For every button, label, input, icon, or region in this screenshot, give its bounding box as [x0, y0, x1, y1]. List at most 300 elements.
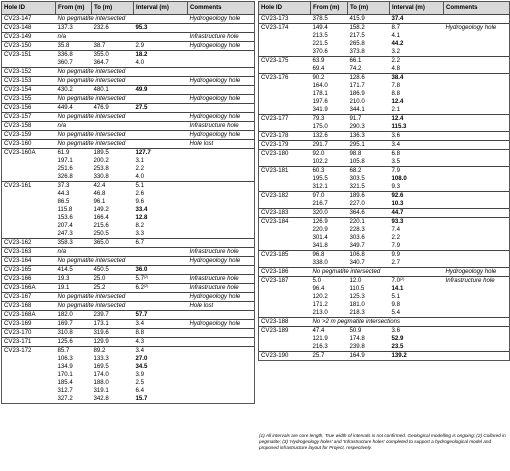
hole-id-cell: CV23-162: [2, 239, 56, 248]
table-row: [259, 57, 510, 66]
from-cell: 35.8: [56, 42, 92, 51]
interval-value: 52.9: [391, 335, 404, 342]
interval-value: 115.3: [391, 123, 407, 130]
interval-cell: [390, 343, 444, 352]
interval-value: 6.7: [135, 239, 144, 246]
interval-value: 8.8: [391, 90, 400, 97]
interval-cell: [390, 218, 444, 227]
from-cell: 61.9: [56, 149, 92, 158]
comment-cell: [444, 150, 510, 159]
comment-cell: [444, 309, 510, 318]
from-cell: 312.7: [57, 387, 73, 394]
interval-value: 4.3: [135, 338, 144, 345]
hole-id-cell: [2, 379, 56, 387]
to-cell: 50.9: [348, 327, 390, 336]
from-cell: 197.1: [57, 157, 73, 164]
table-row: [2, 347, 255, 356]
comment-cell: [444, 57, 510, 66]
hole-id-cell: CV23-156: [2, 104, 56, 113]
interval-value: 5.1: [391, 293, 400, 300]
to-cell: 173.1: [92, 320, 134, 329]
table-row: [2, 198, 255, 206]
no-intersection-note: No pegmatite intersected: [56, 131, 188, 140]
table-header-row: [259, 2, 510, 15]
comment-cell: [444, 234, 510, 242]
interval-value: 3.9: [135, 371, 144, 378]
interval-value: 3.1: [135, 157, 144, 164]
comment-cell: [188, 206, 255, 214]
interval-value: 7.8: [391, 82, 400, 89]
interval-cell: [390, 293, 444, 301]
hole-id-cell: [259, 200, 311, 209]
from-cell: 134.9: [57, 363, 73, 370]
interval-cell: [390, 183, 444, 192]
interval-cell: [134, 206, 188, 214]
interval-value: 139.2: [391, 352, 407, 359]
table-row: [259, 183, 510, 192]
from-cell: 197.6: [312, 98, 328, 105]
comment-cell: [188, 104, 255, 113]
from-cell: 171.2: [312, 301, 328, 308]
interval-value: 7.0: [391, 277, 400, 284]
comment-cell: [444, 251, 510, 260]
from-cell: 90.2: [311, 74, 348, 83]
interval-value: 8.7: [391, 24, 400, 31]
comment-cell: [188, 198, 255, 206]
comment-cell: [444, 65, 510, 74]
from-cell: 341.9: [312, 106, 328, 113]
comment-cell: Hydrogeology hole: [188, 77, 255, 86]
no-intersection-note: No pegmatite intersected: [56, 302, 188, 311]
from-cell: 178.1: [312, 90, 328, 97]
table-body-left: [2, 15, 255, 404]
interval-value: 3.2: [391, 48, 400, 55]
interval-value: 3.5: [391, 158, 400, 165]
no-intersection-note: No pegmatite intersected: [56, 257, 188, 266]
interval-cell: [390, 98, 444, 106]
table-row: [259, 301, 510, 309]
hole-id-cell: CV23-176: [259, 74, 311, 83]
table-row: [259, 98, 510, 106]
to-cell: 239.7: [92, 311, 134, 320]
hole-id-cell: CV23-160: [2, 140, 56, 149]
comment-cell: [444, 259, 510, 268]
interval-cell: [390, 150, 444, 159]
to-cell: 106.8: [348, 251, 390, 260]
to-cell: 215.6: [93, 222, 109, 229]
from-cell: 213.0: [312, 309, 328, 316]
comment-cell: [188, 329, 255, 338]
from-cell: 185.4: [57, 379, 73, 386]
interval-cell: [134, 266, 188, 275]
hole-id-cell: CV23-168: [2, 302, 56, 311]
from-cell: 449.4: [56, 104, 92, 113]
from-cell: 213.5: [312, 32, 328, 39]
comment-cell: Infrastructure hole: [188, 284, 255, 293]
interval-cell: [390, 132, 444, 141]
interval-value: 9.8: [391, 301, 400, 308]
comment-cell: [188, 173, 255, 182]
comment-cell: Hydrogeology hole: [188, 293, 255, 302]
comment-cell: [444, 32, 510, 40]
interval-cell: [134, 363, 188, 371]
from-cell: 149.4: [311, 24, 348, 33]
interval-cell: [390, 251, 444, 260]
hole-id-cell: CV23-173: [259, 15, 311, 24]
hole-id-cell: [2, 198, 56, 206]
interval-cell: [134, 230, 188, 239]
interval-cell: [390, 301, 444, 309]
header-interval: Interval (m): [390, 2, 444, 15]
to-cell: 342.8: [92, 395, 134, 404]
table-row: [259, 40, 510, 48]
to-cell: 217.5: [349, 32, 365, 39]
hole-id-cell: [259, 48, 311, 57]
table-row: [2, 379, 255, 387]
interval-cell: [390, 309, 444, 318]
to-cell: 365.0: [92, 239, 134, 248]
interval-cell: [134, 214, 188, 222]
interval-cell: [390, 192, 444, 201]
table-row: [2, 15, 255, 24]
hole-id-cell: CV23-167: [2, 293, 56, 302]
to-cell: 25.0: [92, 275, 134, 284]
from-cell: 60.3: [311, 167, 348, 176]
table-row: [2, 355, 255, 363]
hole-id-cell: [2, 230, 56, 239]
table-row: [2, 214, 255, 222]
interval-cell: [390, 242, 444, 251]
hole-id-cell: CV23-152: [2, 68, 56, 77]
hole-id-cell: [2, 395, 56, 404]
hole-id-cell: [259, 335, 311, 343]
hole-id-cell: [2, 206, 56, 214]
comment-cell: [188, 379, 255, 387]
table-body-right: [259, 15, 510, 361]
interval-value: 3.4: [135, 320, 144, 327]
comment-cell: [188, 24, 255, 33]
interval-cell: [390, 352, 444, 361]
to-cell: 364.7: [93, 59, 109, 66]
hole-id-cell: [259, 309, 311, 318]
comment-cell: [188, 239, 255, 248]
interval-cell: [134, 198, 188, 206]
table-row: [259, 226, 510, 234]
comment-cell: [444, 175, 510, 183]
to-cell: 220.1: [348, 218, 390, 227]
from-cell: 63.9: [311, 57, 348, 66]
table-row: [259, 285, 510, 293]
hole-id-cell: CV23-157: [2, 113, 56, 122]
table-row: [259, 15, 510, 24]
table-row: [2, 190, 255, 198]
from-cell: 96.4: [312, 285, 325, 292]
hole-id-cell: [259, 82, 311, 90]
table-row: [259, 234, 510, 242]
table-row: [2, 95, 255, 104]
comment-cell: [444, 335, 510, 343]
interval-value: 3.3: [135, 230, 144, 237]
table-row: [2, 51, 255, 60]
comment-cell: [444, 242, 510, 251]
table-row: [259, 242, 510, 251]
to-cell: 25.2: [92, 284, 134, 293]
comment-cell: Hole lost: [188, 140, 255, 149]
comment-cell: [444, 15, 510, 24]
comment-cell: [444, 301, 510, 309]
hole-id-cell: CV23-182: [259, 192, 311, 201]
comment-cell: [188, 149, 255, 158]
to-cell: 91.7: [348, 115, 390, 124]
table-row: [2, 165, 255, 173]
comment-cell: Hydrogeology hole: [188, 320, 255, 329]
table-row: [2, 182, 255, 191]
table-row: [259, 82, 510, 90]
footnote: (1) All intervals are core length. True width of intervals is not confirmed. Geological modelling is ongoing; (2) Collared in pegmatite; (3) 'Hydrogeology holes' and 'Infrastructure holes' completed to support a hydrogeological model and proposed infrastructure layout for Project, respectively.: [259, 433, 506, 450]
hole-id-cell: [2, 173, 56, 182]
hole-id-cell: CV23-169: [2, 320, 56, 329]
comment-cell: Infrastructure hole: [188, 275, 255, 284]
comment-cell: Hydrogeology hole: [444, 268, 510, 277]
hole-id-cell: [259, 259, 311, 268]
comment-cell: [444, 123, 510, 132]
table-row: [2, 293, 255, 302]
to-cell: 174.8: [349, 335, 365, 342]
table-row: [259, 309, 510, 318]
from-cell: 360.7: [57, 59, 73, 66]
comment-cell: [188, 86, 255, 95]
comment-cell: [444, 226, 510, 234]
to-cell: 228.3: [349, 226, 365, 233]
table-row: [259, 218, 510, 227]
table-row: [259, 251, 510, 260]
interval-cell: [390, 277, 444, 286]
interval-cell: [134, 347, 188, 356]
hole-id-cell: CV23-151: [2, 51, 56, 60]
interval-value: 2.2: [391, 234, 400, 241]
to-cell: 295.1: [348, 141, 390, 150]
table-row: [259, 32, 510, 40]
to-cell: 373.8: [349, 48, 365, 55]
interval-cell: [134, 329, 188, 338]
header-comments: Comments: [188, 2, 255, 15]
comment-cell: Hydrogeology hole: [188, 42, 255, 51]
interval-cell: [390, 24, 444, 33]
comment-cell: [444, 209, 510, 218]
to-cell: 253.8: [93, 165, 109, 172]
from-cell: 327.2: [56, 395, 92, 404]
from-cell: 175.0: [312, 123, 328, 130]
to-cell: 232.6: [92, 24, 134, 33]
table-row: [259, 318, 510, 327]
interval-cell: [134, 86, 188, 95]
table-row: [2, 140, 255, 149]
interval-cell: [390, 40, 444, 48]
interval-value: 6.4: [135, 387, 144, 394]
from-cell: 182.0: [56, 311, 92, 320]
from-cell: 85.7: [56, 347, 92, 356]
table-row: [2, 59, 255, 68]
comment-cell: [444, 158, 510, 167]
table-row: [2, 371, 255, 379]
interval-value: 4.1: [391, 32, 400, 39]
interval-cell: [390, 141, 444, 150]
comment-cell: [188, 387, 255, 395]
table-row: [259, 106, 510, 115]
from-cell: 414.5: [56, 266, 92, 275]
from-cell: 370.6: [312, 48, 328, 55]
to-cell: 74.2: [349, 65, 362, 72]
hole-id-cell: [259, 226, 311, 234]
comment-cell: [444, 48, 510, 57]
interval-cell: [134, 284, 188, 293]
hole-id-cell: CV23-154: [2, 86, 56, 95]
comment-cell: [444, 90, 510, 98]
interval-cell: [134, 379, 188, 387]
table-row: [2, 33, 255, 42]
from-cell: 169.7: [56, 320, 92, 329]
to-cell: 68.2: [348, 167, 390, 176]
interval-value: 7.4: [391, 226, 400, 233]
hole-id-cell: CV23-180: [259, 150, 311, 159]
interval-value: 12.8: [135, 214, 148, 221]
drill-results-table-left: [1, 1, 255, 404]
from-cell: 164.0: [312, 82, 328, 89]
to-cell: 355.0: [92, 51, 134, 60]
to-cell: 89.2: [92, 347, 134, 356]
table-row: [259, 268, 510, 277]
interval-value: 10.3: [391, 200, 404, 207]
table-row: [2, 206, 255, 214]
comment-cell: [444, 40, 510, 48]
comment-cell: [188, 355, 255, 363]
hole-id-cell: [2, 363, 56, 371]
hole-id-cell: [259, 98, 311, 106]
interval-value: 6.8: [391, 150, 400, 157]
interval-value: 15.7: [135, 395, 148, 402]
to-cell: 340.7: [349, 259, 365, 266]
table-row: [259, 259, 510, 268]
table-row: [259, 24, 510, 33]
hole-id-cell: CV23-189: [259, 327, 311, 336]
comment-cell: [444, 200, 510, 209]
table-row: [2, 86, 255, 95]
from-cell: 44.3: [57, 190, 70, 197]
footnote-marker: (2): [143, 275, 149, 279]
from-cell: 301.4: [312, 234, 328, 241]
header-from: From (m): [311, 2, 348, 15]
hole-id-cell: [259, 301, 311, 309]
interval-value: 33.4: [135, 206, 148, 213]
hole-id-cell: [259, 234, 311, 242]
from-cell: 92.0: [311, 150, 348, 159]
comment-cell: [188, 266, 255, 275]
table-row: [2, 157, 255, 165]
to-cell: 415.9: [348, 15, 390, 24]
table-row: [2, 42, 255, 51]
interval-value: 3.6: [391, 327, 400, 334]
table-row: [2, 122, 255, 131]
interval-cell: [390, 48, 444, 57]
comment-cell: [188, 338, 255, 347]
from-cell: 102.2: [312, 158, 328, 165]
comment-cell: [444, 352, 510, 361]
hole-id-cell: CV23-178: [259, 132, 311, 141]
from-cell: 25.7: [311, 352, 348, 361]
hole-id-cell: CV23-174: [259, 24, 311, 33]
comment-cell: [188, 230, 255, 239]
header-interval: Interval (m): [134, 2, 188, 15]
header-to: To (m): [348, 2, 390, 15]
to-cell: 133.3: [93, 355, 109, 362]
hole-id-cell: CV23-185: [259, 251, 311, 260]
hole-id-cell: CV23-166A: [2, 284, 56, 293]
to-cell: 480.1: [92, 86, 134, 95]
to-cell: 164.9: [348, 352, 390, 361]
hole-id-cell: [259, 343, 311, 352]
interval-cell: [390, 90, 444, 98]
to-cell: 218.3: [349, 309, 365, 316]
interval-cell: [390, 115, 444, 124]
interval-cell: [134, 355, 188, 363]
from-cell: 338.0: [312, 259, 328, 266]
hole-id-cell: CV23-187: [259, 277, 311, 286]
interval-cell: [390, 209, 444, 218]
interval-cell: [390, 65, 444, 74]
to-cell: 186.9: [349, 90, 365, 97]
table-row: [2, 68, 255, 77]
comment-cell: [188, 190, 255, 198]
table-row: [2, 395, 255, 404]
table-row: [2, 24, 255, 33]
interval-value: 23.5: [391, 343, 404, 350]
table-row: [2, 113, 255, 122]
hole-id-cell: CV23-175: [259, 57, 311, 66]
hole-id-cell: [259, 293, 311, 301]
to-cell: 319.1: [93, 387, 109, 394]
interval-cell: [390, 167, 444, 176]
hole-id-cell: CV23-153: [2, 77, 56, 86]
interval-value: 4.0: [135, 59, 144, 66]
comment-cell: [188, 222, 255, 230]
hole-id-cell: CV23-179: [259, 141, 311, 150]
interval-value: 3.4: [391, 141, 400, 148]
hole-id-cell: CV23-181: [259, 167, 311, 176]
table-row: [2, 363, 255, 371]
interval-value: 12.4: [391, 98, 404, 105]
to-cell: 98.8: [348, 150, 390, 159]
comment-cell: Infrastructure hole: [444, 277, 510, 286]
from-cell: 97.0: [311, 192, 348, 201]
from-cell: 47.4: [311, 327, 348, 336]
from-cell: 195.5: [312, 175, 328, 182]
hole-id-cell: [259, 90, 311, 98]
hole-id-cell: [259, 106, 311, 115]
interval-value: 2.2: [135, 165, 144, 172]
interval-value: 57.7: [135, 311, 148, 318]
hole-id-cell: [259, 285, 311, 293]
hole-id-cell: [259, 183, 311, 192]
interval-value: 9.3: [391, 183, 400, 190]
comment-cell: Hydrogeology hole: [188, 15, 255, 24]
comment-cell: Infrastructure hole: [188, 122, 255, 131]
interval-value: 49.9: [135, 86, 148, 93]
table-row: [259, 90, 510, 98]
table-row: [2, 248, 255, 257]
from-cell: 19.3: [56, 275, 92, 284]
from-cell: 79.3: [311, 115, 348, 124]
to-cell: 169.5: [93, 363, 109, 370]
